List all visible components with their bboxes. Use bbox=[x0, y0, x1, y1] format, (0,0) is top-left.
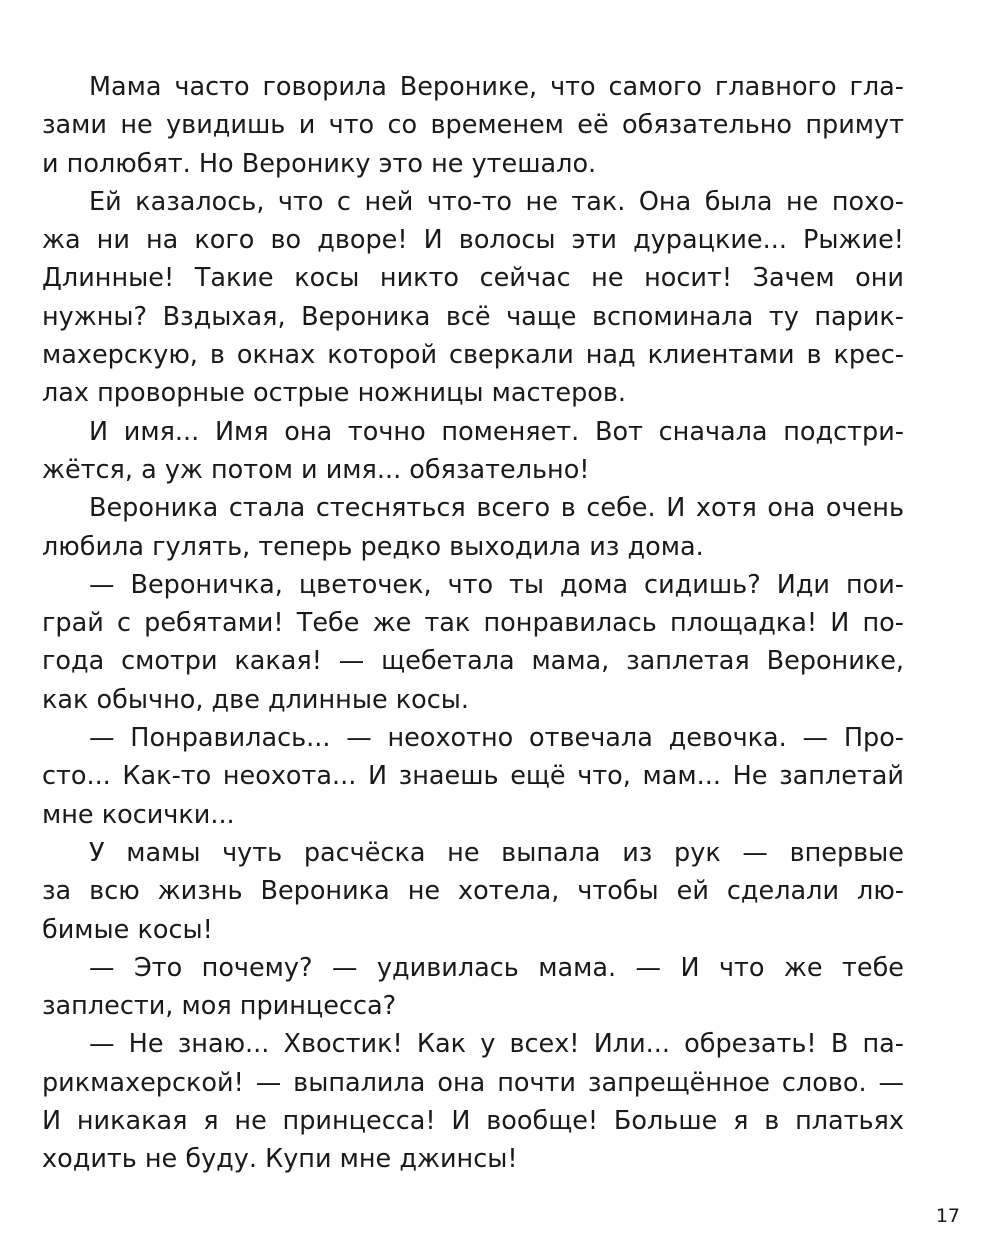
text-line: любила гулять, теперь редко выходила из дома. bbox=[42, 531, 704, 562]
paragraph-5 bbox=[42, 566, 904, 719]
text-line: Вероника стала стесняться всего в себе. И хотя она очень bbox=[89, 493, 904, 524]
text-line: И имя... Имя она точно поменяет. Вот сначала подстри- bbox=[89, 416, 904, 447]
text-line: — Понравилась... — неохотно отвечала девочка. — Про- bbox=[89, 723, 904, 754]
text-line: — Вероничка, цветочек, что ты дома сидишь? Иди пои- bbox=[89, 569, 904, 600]
paragraph-2 bbox=[42, 183, 904, 413]
text-line: Ей казалось, что с ней что-то не так. Она была не похо- bbox=[89, 186, 904, 217]
text-line: бимые косы! bbox=[42, 914, 213, 945]
paragraph-7 bbox=[42, 834, 904, 949]
text-line: сто... Как-то неохота... И знаешь ещё что, мам... Не заплетай bbox=[42, 761, 904, 792]
text-line: — Не знаю... Хвостик! Как у всех! Или... обрезать! В па- bbox=[89, 1029, 904, 1060]
paragraph-9 bbox=[42, 1025, 904, 1178]
text-line: И никакая я не принцесса! И вообще! Больше я в платьях bbox=[42, 1106, 904, 1137]
text-line: — Это почему? — удивилась мама. — И что же тебе bbox=[89, 952, 904, 983]
text-line: лах проворные острые ножницы мастеров. bbox=[42, 378, 627, 409]
paragraph-3 bbox=[42, 413, 904, 490]
story-text bbox=[42, 68, 904, 1179]
text-line: года смотри какая! — щебетала мама, заплетая Веронике, bbox=[42, 646, 904, 677]
text-line: жётся, а уж потом и имя... обязательно! bbox=[42, 454, 590, 485]
paragraph-6 bbox=[42, 719, 904, 834]
text-line: рикмахерской! — выпалила она почти запрещённое слово. — bbox=[42, 1067, 904, 1098]
text-line: У мамы чуть расчёска не выпала из рук — впервые bbox=[89, 837, 904, 868]
text-line: жа ни на кого во дворе! И волосы эти дурацкие... Рыжие! bbox=[42, 225, 904, 256]
text-line: нужны? Вздыхая, Вероника всё чаще вспоминала ту парик- bbox=[42, 301, 904, 332]
text-line: заплести, моя принцесса? bbox=[42, 991, 397, 1022]
text-line: махерскую, в окнах которой сверкали над клиентами в крес- bbox=[42, 340, 904, 371]
text-line: Длинные! Такие косы никто сейчас не носит! Зачем они bbox=[42, 263, 904, 294]
text-line: ходить не буду. Купи мне джинсы! bbox=[42, 1144, 518, 1175]
text-line: Мама часто говорила Веронике, что самого главного гла- bbox=[89, 72, 904, 102]
paragraph-8 bbox=[42, 949, 904, 1026]
text-line: и полюбят. Но Веронику это не утешало. bbox=[42, 148, 597, 179]
text-line: за всю жизнь Вероника не хотела, чтобы ей сделали лю- bbox=[42, 876, 904, 907]
text-line: как обычно, две длинные косы. bbox=[42, 684, 470, 715]
text-line: грай с ребятами! Тебе же так понравилась площадка! И по- bbox=[42, 608, 904, 639]
paragraph-4 bbox=[42, 489, 904, 566]
page-number: 17 bbox=[935, 1205, 960, 1227]
text-line: зами не увидишь и что со временем её обязательно примут bbox=[42, 110, 904, 141]
paragraph-1 bbox=[42, 68, 904, 183]
text-line: мне косички... bbox=[42, 799, 235, 830]
